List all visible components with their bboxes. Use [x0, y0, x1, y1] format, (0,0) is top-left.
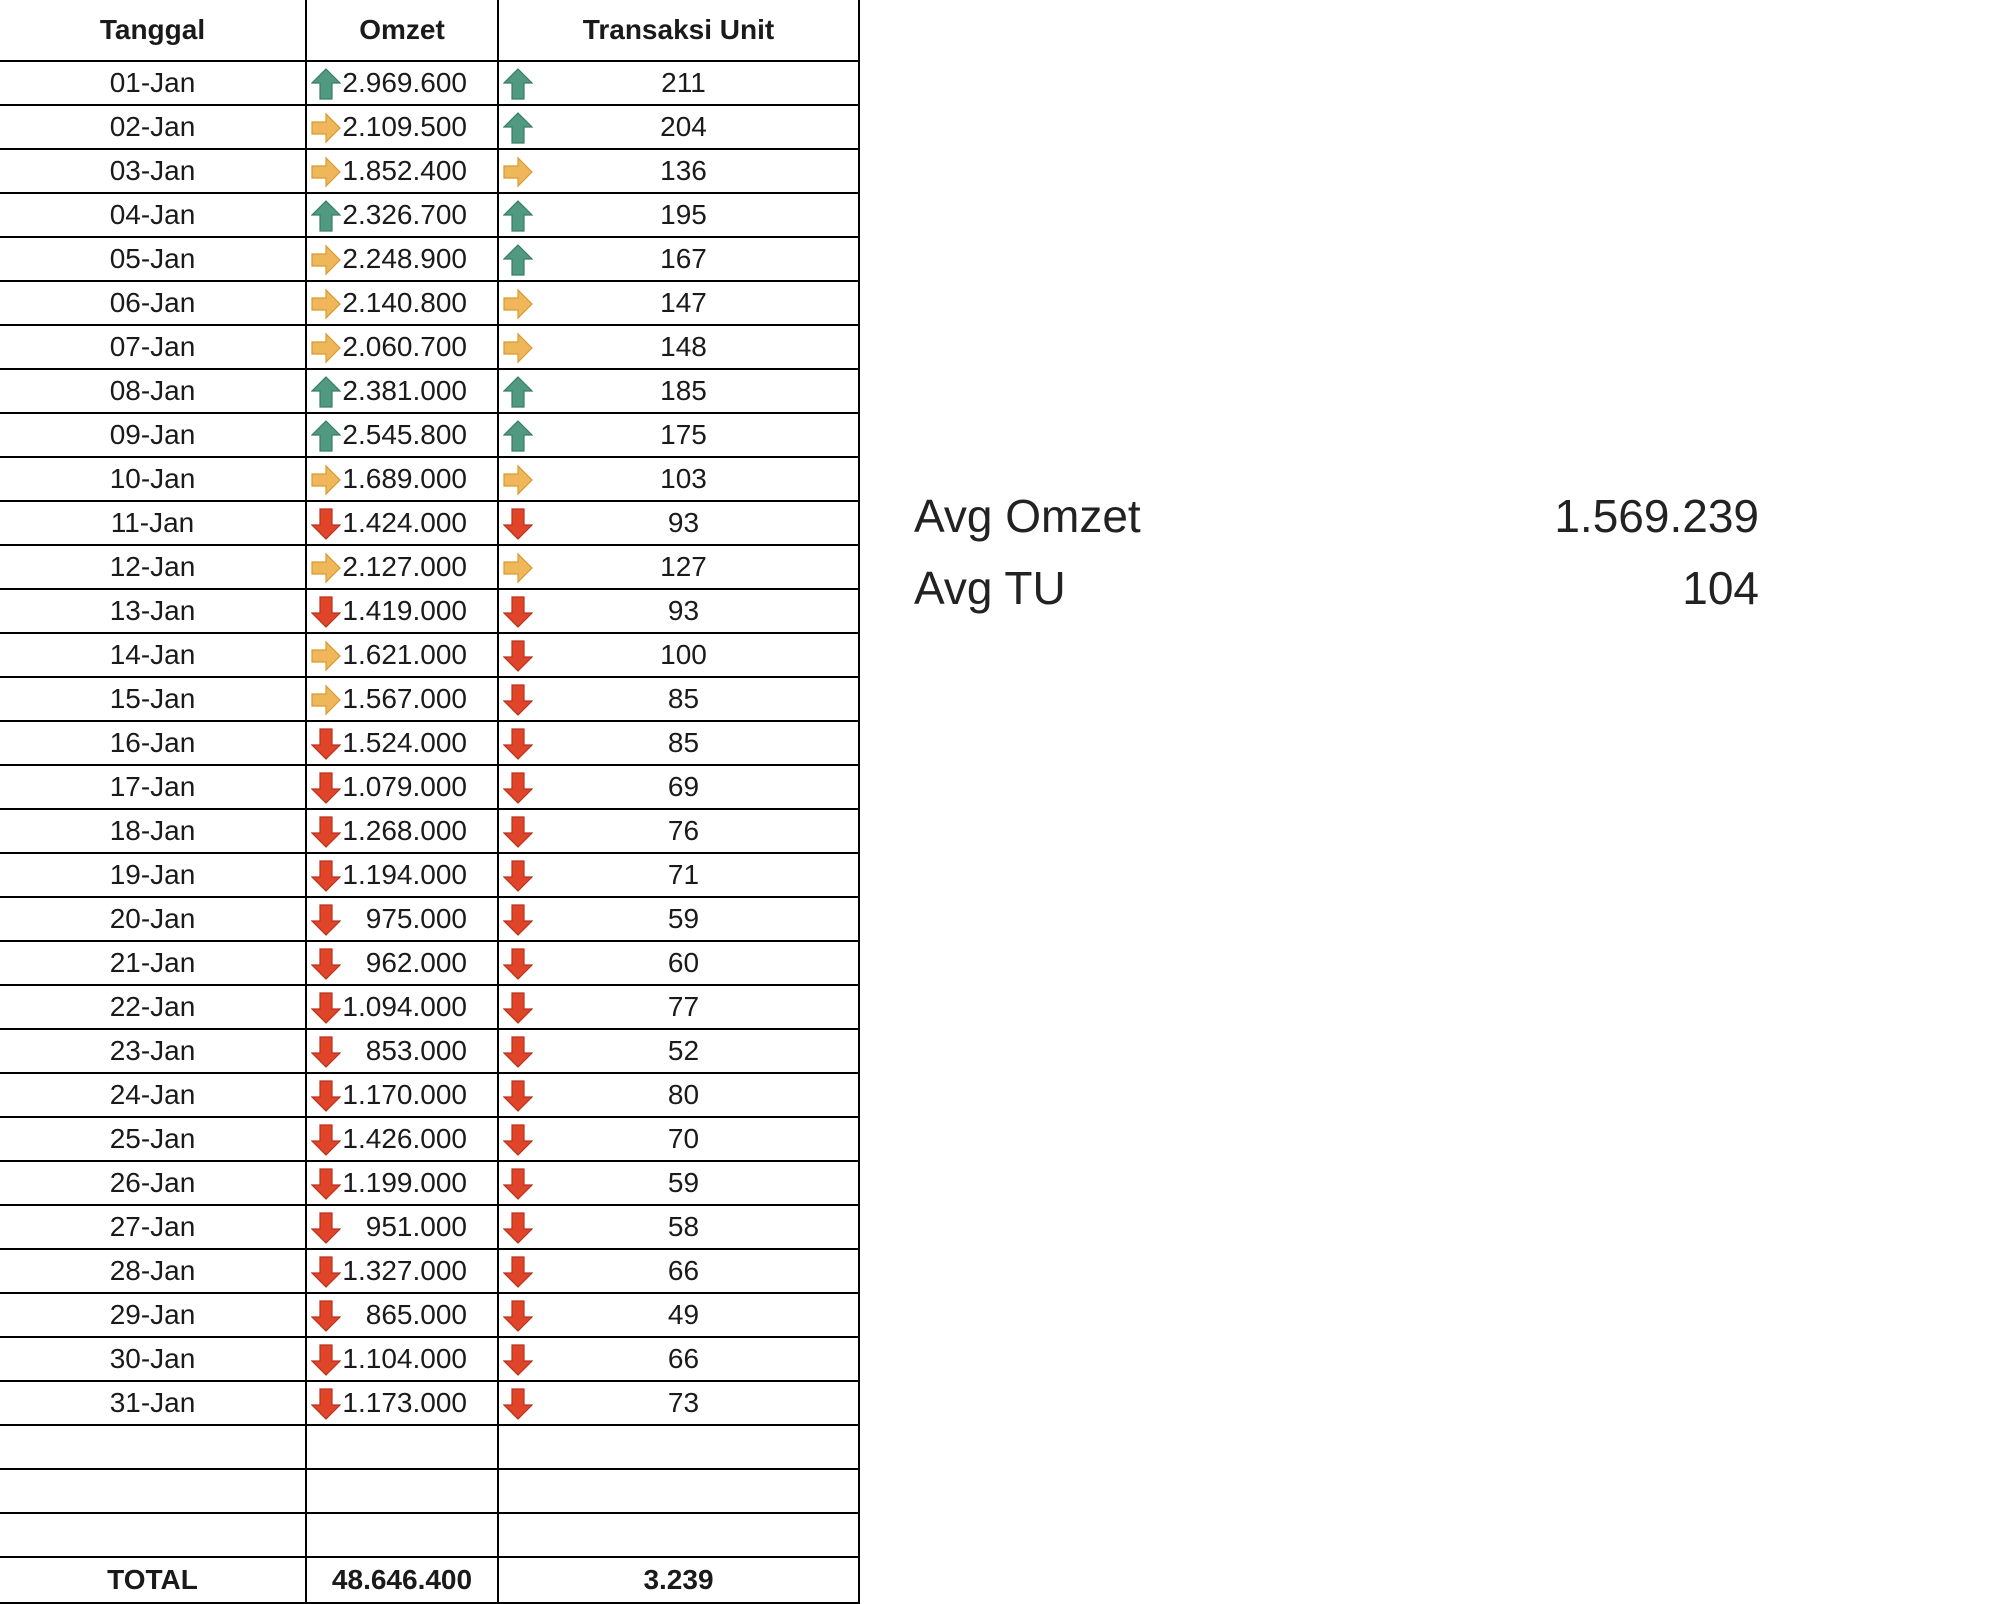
arrow-down-icon: [503, 1124, 533, 1156]
arrow-down-icon: [311, 860, 341, 892]
table-row: [0, 1073, 859, 1117]
arrow-up-icon: [311, 68, 341, 100]
arrow-down-icon: [503, 992, 533, 1024]
header-transaksi-unit[interactable]: Transaksi Unit: [498, 0, 859, 61]
transaksi-unit-value: 103: [660, 463, 707, 494]
arrow-down-icon: [311, 1212, 341, 1244]
cell-omzet[interactable]: [306, 369, 498, 413]
arrow-down-icon: [311, 508, 341, 540]
transaksi-unit-value: 85: [667, 683, 700, 714]
table-row: [0, 985, 859, 1029]
cell-date[interactable]: 02-Jan: [0, 105, 306, 149]
cell-omzet[interactable]: [306, 809, 498, 853]
cell-date[interactable]: 28-Jan: [0, 1249, 306, 1293]
cell-omzet[interactable]: [306, 1205, 498, 1249]
arrow-down-icon: [311, 728, 341, 760]
cell-transaksi-unit[interactable]: [498, 413, 859, 457]
cell-date[interactable]: 29-Jan: [0, 1293, 306, 1337]
omzet-value: 951.000: [365, 1211, 467, 1242]
empty-cell[interactable]: [306, 1513, 498, 1557]
empty-cell[interactable]: [306, 1469, 498, 1513]
arrow-down-icon: [503, 1300, 533, 1332]
cell-transaksi-unit[interactable]: [498, 149, 859, 193]
cell-omzet[interactable]: [306, 457, 498, 501]
cell-omzet[interactable]: [306, 589, 498, 633]
table-row: [0, 589, 859, 633]
arrow-down-icon: [503, 508, 533, 540]
transaksi-unit-value: 71: [667, 859, 700, 890]
arrow-down-icon: [311, 1036, 341, 1068]
transaksi-unit-value: 59: [667, 1167, 700, 1198]
omzet-value: 1.424.000: [342, 507, 467, 538]
table-body: [0, 61, 859, 1557]
empty-cell[interactable]: [0, 1469, 306, 1513]
table-row: [0, 809, 859, 853]
arrow-down-icon: [503, 728, 533, 760]
arrow-down-icon: [503, 596, 533, 628]
arrow-down-icon: [503, 860, 533, 892]
cell-date[interactable]: 27-Jan: [0, 1205, 306, 1249]
arrow-right-icon: [503, 332, 533, 364]
arrow-down-icon: [311, 1344, 341, 1376]
cell-transaksi-unit[interactable]: [498, 1249, 859, 1293]
transaksi-unit-value: 60: [667, 947, 700, 978]
omzet-value: 2.127.000: [342, 551, 467, 582]
omzet-value: 1.689.000: [342, 463, 467, 494]
table-row: [0, 721, 859, 765]
cell-transaksi-unit[interactable]: [498, 721, 859, 765]
cell-date[interactable]: 14-Jan: [0, 633, 306, 677]
cell-omzet[interactable]: [306, 1337, 498, 1381]
cell-date[interactable]: 09-Jan: [0, 413, 306, 457]
cell-omzet[interactable]: [306, 193, 498, 237]
avg-tu-value[interactable]: 104: [1682, 562, 1759, 614]
cell-omzet[interactable]: [306, 61, 498, 105]
total-omzet[interactable]: 48.646.400: [306, 1557, 498, 1603]
cell-omzet[interactable]: [306, 545, 498, 589]
omzet-value: 1.419.000: [342, 595, 467, 626]
table-row: [0, 545, 859, 589]
cell-date[interactable]: 24-Jan: [0, 1073, 306, 1117]
arrow-down-icon: [311, 1388, 341, 1420]
total-label[interactable]: TOTAL: [0, 1557, 306, 1603]
transaksi-unit-value: 69: [667, 771, 700, 802]
arrow-down-icon: [503, 1168, 533, 1200]
cell-omzet[interactable]: [306, 721, 498, 765]
cell-date[interactable]: 25-Jan: [0, 1117, 306, 1161]
transaksi-unit-value: 127: [660, 551, 707, 582]
cell-date[interactable]: 23-Jan: [0, 1029, 306, 1073]
transaksi-unit-value: 211: [661, 67, 706, 98]
cell-omzet[interactable]: [306, 501, 498, 545]
table-row: [0, 765, 859, 809]
arrow-down-icon: [311, 948, 341, 980]
cell-omzet[interactable]: [306, 985, 498, 1029]
cell-date[interactable]: 13-Jan: [0, 589, 306, 633]
arrow-right-icon: [503, 464, 533, 496]
transaksi-unit-value: 100: [660, 639, 707, 670]
arrow-down-icon: [311, 904, 341, 936]
transaksi-unit-value: 136: [660, 155, 707, 186]
arrow-down-icon: [503, 1080, 533, 1112]
table-row: [0, 237, 859, 281]
omzet-value: 975.000: [365, 903, 467, 934]
arrow-right-icon: [311, 684, 341, 716]
arrow-down-icon: [503, 1388, 533, 1420]
cell-transaksi-unit[interactable]: [498, 457, 859, 501]
transaksi-unit-value: 49: [667, 1299, 700, 1330]
cell-date[interactable]: 20-Jan: [0, 897, 306, 941]
table-row: [0, 1337, 859, 1381]
transaksi-unit-value: 195: [660, 199, 707, 230]
omzet-value: 1.327.000: [342, 1255, 467, 1286]
omzet-value: 1.621.000: [342, 639, 467, 670]
table-row: [0, 325, 859, 369]
transaksi-unit-value: 93: [667, 507, 700, 538]
avg-omzet-label[interactable]: Avg Omzet: [914, 490, 1141, 542]
transaksi-unit-value: 70: [667, 1123, 700, 1154]
cell-transaksi-unit[interactable]: [498, 193, 859, 237]
cell-omzet[interactable]: [306, 149, 498, 193]
empty-cell[interactable]: [498, 1425, 859, 1469]
transaksi-unit-value: 147: [660, 287, 707, 318]
cell-transaksi-unit[interactable]: [498, 941, 859, 985]
transaksi-unit-value: 76: [667, 815, 700, 846]
omzet-value: 1.094.000: [342, 991, 467, 1022]
arrow-right-icon: [311, 156, 341, 188]
table-row: [0, 853, 859, 897]
arrow-right-icon: [311, 112, 341, 144]
arrow-right-icon: [311, 244, 341, 276]
table-row: [0, 413, 859, 457]
omzet-value: 1.852.400: [342, 155, 467, 186]
cell-transaksi-unit[interactable]: [498, 765, 859, 809]
cell-omzet[interactable]: [306, 413, 498, 457]
transaksi-unit-value: 85: [667, 727, 700, 758]
cell-transaksi-unit[interactable]: [498, 589, 859, 633]
transaksi-unit-value: 77: [667, 991, 700, 1022]
arrow-down-icon: [503, 772, 533, 804]
omzet-value: 1.173.000: [342, 1387, 467, 1418]
cell-transaksi-unit[interactable]: [498, 61, 859, 105]
cell-transaksi-unit[interactable]: [498, 545, 859, 589]
cell-date[interactable]: 30-Jan: [0, 1337, 306, 1381]
transaksi-unit-value: 58: [667, 1211, 700, 1242]
arrow-up-icon: [503, 244, 533, 276]
omzet-value: 1.199.000: [342, 1167, 467, 1198]
omzet-value: 1.079.000: [342, 771, 467, 802]
cell-transaksi-unit[interactable]: [498, 1381, 859, 1425]
cell-transaksi-unit[interactable]: [498, 1337, 859, 1381]
omzet-value: 1.268.000: [342, 815, 467, 846]
omzet-value: 1.194.000: [342, 859, 467, 890]
transaksi-unit-value: 204: [660, 111, 707, 142]
table-row: [0, 281, 859, 325]
arrow-right-icon: [503, 552, 533, 584]
cell-transaksi-unit[interactable]: [498, 237, 859, 281]
cell-date[interactable]: 22-Jan: [0, 985, 306, 1029]
cell-transaksi-unit[interactable]: [498, 809, 859, 853]
omzet-value: 2.545.800: [342, 419, 467, 450]
transaksi-unit-value: 93: [667, 595, 700, 626]
arrow-down-icon: [311, 1080, 341, 1112]
cell-transaksi-unit[interactable]: [498, 281, 859, 325]
arrow-down-icon: [311, 1168, 341, 1200]
cell-date[interactable]: 31-Jan: [0, 1381, 306, 1425]
omzet-value: 1.567.000: [342, 683, 467, 714]
omzet-value: 865.000: [365, 1299, 467, 1330]
cell-date[interactable]: 06-Jan: [0, 281, 306, 325]
avg-omzet-row: [914, 480, 1759, 552]
arrow-up-icon: [311, 200, 341, 232]
omzet-value: 1.104.000: [342, 1343, 467, 1374]
table-row: [0, 457, 859, 501]
table-row: [0, 941, 859, 985]
total-row: [0, 1557, 859, 1603]
omzet-value: 2.109.500: [342, 111, 467, 142]
cell-omzet[interactable]: [306, 281, 498, 325]
table-row: [0, 1161, 859, 1205]
empty-cell[interactable]: [0, 1425, 306, 1469]
cell-date[interactable]: 17-Jan: [0, 765, 306, 809]
cell-transaksi-unit[interactable]: [498, 325, 859, 369]
cell-transaksi-unit[interactable]: [498, 1205, 859, 1249]
avg-omzet-value[interactable]: 1.569.239: [1554, 490, 1759, 542]
cell-transaksi-unit[interactable]: [498, 1117, 859, 1161]
cell-omzet[interactable]: [306, 853, 498, 897]
transaksi-unit-value: 175: [660, 419, 707, 450]
omzet-value: 2.060.700: [342, 331, 467, 362]
transaksi-unit-value: 185: [660, 375, 707, 406]
empty-row: [0, 1513, 859, 1557]
transaksi-unit-value: 167: [660, 243, 707, 274]
arrow-down-icon: [503, 1344, 533, 1376]
cell-transaksi-unit[interactable]: [498, 897, 859, 941]
omzet-value: 2.248.900: [342, 243, 467, 274]
table-row: [0, 105, 859, 149]
cell-omzet[interactable]: [306, 237, 498, 281]
empty-cell[interactable]: [306, 1425, 498, 1469]
table-row: [0, 61, 859, 105]
transaksi-unit-value: 80: [667, 1079, 700, 1110]
table-row: [0, 149, 859, 193]
cell-transaksi-unit[interactable]: [498, 1293, 859, 1337]
arrow-down-icon: [503, 816, 533, 848]
arrow-up-icon: [503, 112, 533, 144]
table-row: [0, 193, 859, 237]
omzet-value: 1.426.000: [342, 1123, 467, 1154]
omzet-value: 853.000: [365, 1035, 467, 1066]
cell-date[interactable]: 08-Jan: [0, 369, 306, 413]
cell-date[interactable]: 15-Jan: [0, 677, 306, 721]
omzet-value: 1.524.000: [342, 727, 467, 758]
cell-date[interactable]: 21-Jan: [0, 941, 306, 985]
cell-omzet[interactable]: [306, 941, 498, 985]
arrow-right-icon: [311, 288, 341, 320]
arrow-up-icon: [503, 68, 533, 100]
header-omzet[interactable]: Omzet: [306, 0, 498, 61]
data-table: [0, 0, 860, 1604]
cell-date[interactable]: 12-Jan: [0, 545, 306, 589]
header-row: [0, 0, 859, 61]
omzet-value: 2.326.700: [342, 199, 467, 230]
cell-date[interactable]: 07-Jan: [0, 325, 306, 369]
cell-date[interactable]: 04-Jan: [0, 193, 306, 237]
arrow-down-icon: [503, 904, 533, 936]
cell-omzet[interactable]: [306, 1249, 498, 1293]
arrow-down-icon: [503, 1212, 533, 1244]
arrow-down-icon: [503, 948, 533, 980]
transaksi-unit-value: 148: [660, 331, 707, 362]
table-row: [0, 369, 859, 413]
table-row: [0, 1029, 859, 1073]
cell-omzet[interactable]: [306, 105, 498, 149]
omzet-value: 2.140.800: [342, 287, 467, 318]
cell-transaksi-unit[interactable]: [498, 369, 859, 413]
omzet-value: 2.381.000: [342, 375, 467, 406]
arrow-down-icon: [503, 1256, 533, 1288]
cell-date[interactable]: 19-Jan: [0, 853, 306, 897]
cell-omzet[interactable]: [306, 897, 498, 941]
table-row: [0, 1117, 859, 1161]
transaksi-unit-value: 73: [667, 1387, 700, 1418]
arrow-down-icon: [311, 816, 341, 848]
arrow-right-icon: [311, 332, 341, 364]
table-row: [0, 897, 859, 941]
arrow-down-icon: [311, 772, 341, 804]
total-transaksi-unit[interactable]: 3.239: [498, 1557, 859, 1603]
arrow-right-icon: [311, 464, 341, 496]
omzet-value: 2.969.600: [342, 67, 467, 98]
cell-omzet[interactable]: [306, 677, 498, 721]
transaksi-unit-value: 59: [667, 903, 700, 934]
empty-row: [0, 1425, 859, 1469]
cell-omzet[interactable]: [306, 1073, 498, 1117]
arrow-up-icon: [503, 376, 533, 408]
arrow-right-icon: [503, 288, 533, 320]
table-row: [0, 501, 859, 545]
cell-omzet[interactable]: [306, 1117, 498, 1161]
empty-cell[interactable]: [0, 1513, 306, 1557]
empty-cell[interactable]: [498, 1513, 859, 1557]
cell-omzet[interactable]: [306, 1293, 498, 1337]
transaksi-unit-value: 66: [667, 1255, 700, 1286]
header-tanggal[interactable]: Tanggal: [0, 0, 306, 61]
avg-tu-label[interactable]: Avg TU: [914, 562, 1066, 614]
cell-transaksi-unit[interactable]: [498, 633, 859, 677]
empty-cell[interactable]: [498, 1469, 859, 1513]
empty-row: [0, 1469, 859, 1513]
arrow-down-icon: [503, 1036, 533, 1068]
cell-transaksi-unit[interactable]: [498, 105, 859, 149]
cell-transaksi-unit[interactable]: [498, 677, 859, 721]
cell-date[interactable]: 05-Jan: [0, 237, 306, 281]
cell-omzet[interactable]: [306, 1161, 498, 1205]
arrow-down-icon: [503, 684, 533, 716]
cell-transaksi-unit[interactable]: [498, 853, 859, 897]
cell-omzet[interactable]: [306, 1029, 498, 1073]
cell-date[interactable]: 01-Jan: [0, 61, 306, 105]
arrow-up-icon: [503, 200, 533, 232]
cell-date[interactable]: 16-Jan: [0, 721, 306, 765]
arrow-down-icon: [311, 992, 341, 1024]
cell-transaksi-unit[interactable]: [498, 501, 859, 545]
cell-date[interactable]: 03-Jan: [0, 149, 306, 193]
cell-omzet[interactable]: [306, 633, 498, 677]
table-row: [0, 633, 859, 677]
cell-date[interactable]: 18-Jan: [0, 809, 306, 853]
cell-transaksi-unit[interactable]: [498, 1161, 859, 1205]
arrow-down-icon: [311, 596, 341, 628]
omzet-value: 962.000: [365, 947, 467, 978]
cell-date[interactable]: 11-Jan: [0, 501, 306, 545]
cell-omzet[interactable]: [306, 325, 498, 369]
cell-transaksi-unit[interactable]: [498, 1073, 859, 1117]
table-row: [0, 677, 859, 721]
table-row: [0, 1293, 859, 1337]
cell-date[interactable]: 26-Jan: [0, 1161, 306, 1205]
arrow-right-icon: [503, 156, 533, 188]
omzet-value: 1.170.000: [342, 1079, 467, 1110]
cell-transaksi-unit[interactable]: [498, 1029, 859, 1073]
avg-tu-row: [914, 552, 1759, 624]
arrow-down-icon: [503, 640, 533, 672]
arrow-up-icon: [311, 420, 341, 452]
cell-transaksi-unit[interactable]: [498, 985, 859, 1029]
arrow-up-icon: [503, 420, 533, 452]
arrow-right-icon: [311, 640, 341, 672]
arrow-down-icon: [311, 1300, 341, 1332]
cell-date[interactable]: 10-Jan: [0, 457, 306, 501]
table-row: [0, 1205, 859, 1249]
transaksi-unit-value: 52: [667, 1035, 700, 1066]
table-row: [0, 1249, 859, 1293]
arrow-down-icon: [311, 1124, 341, 1156]
summary-panel: [914, 480, 1759, 624]
table-row: [0, 1381, 859, 1425]
arrow-down-icon: [311, 1256, 341, 1288]
cell-omzet[interactable]: [306, 1381, 498, 1425]
arrow-up-icon: [311, 376, 341, 408]
cell-omzet[interactable]: [306, 765, 498, 809]
arrow-right-icon: [311, 552, 341, 584]
transaksi-unit-value: 66: [667, 1343, 700, 1374]
